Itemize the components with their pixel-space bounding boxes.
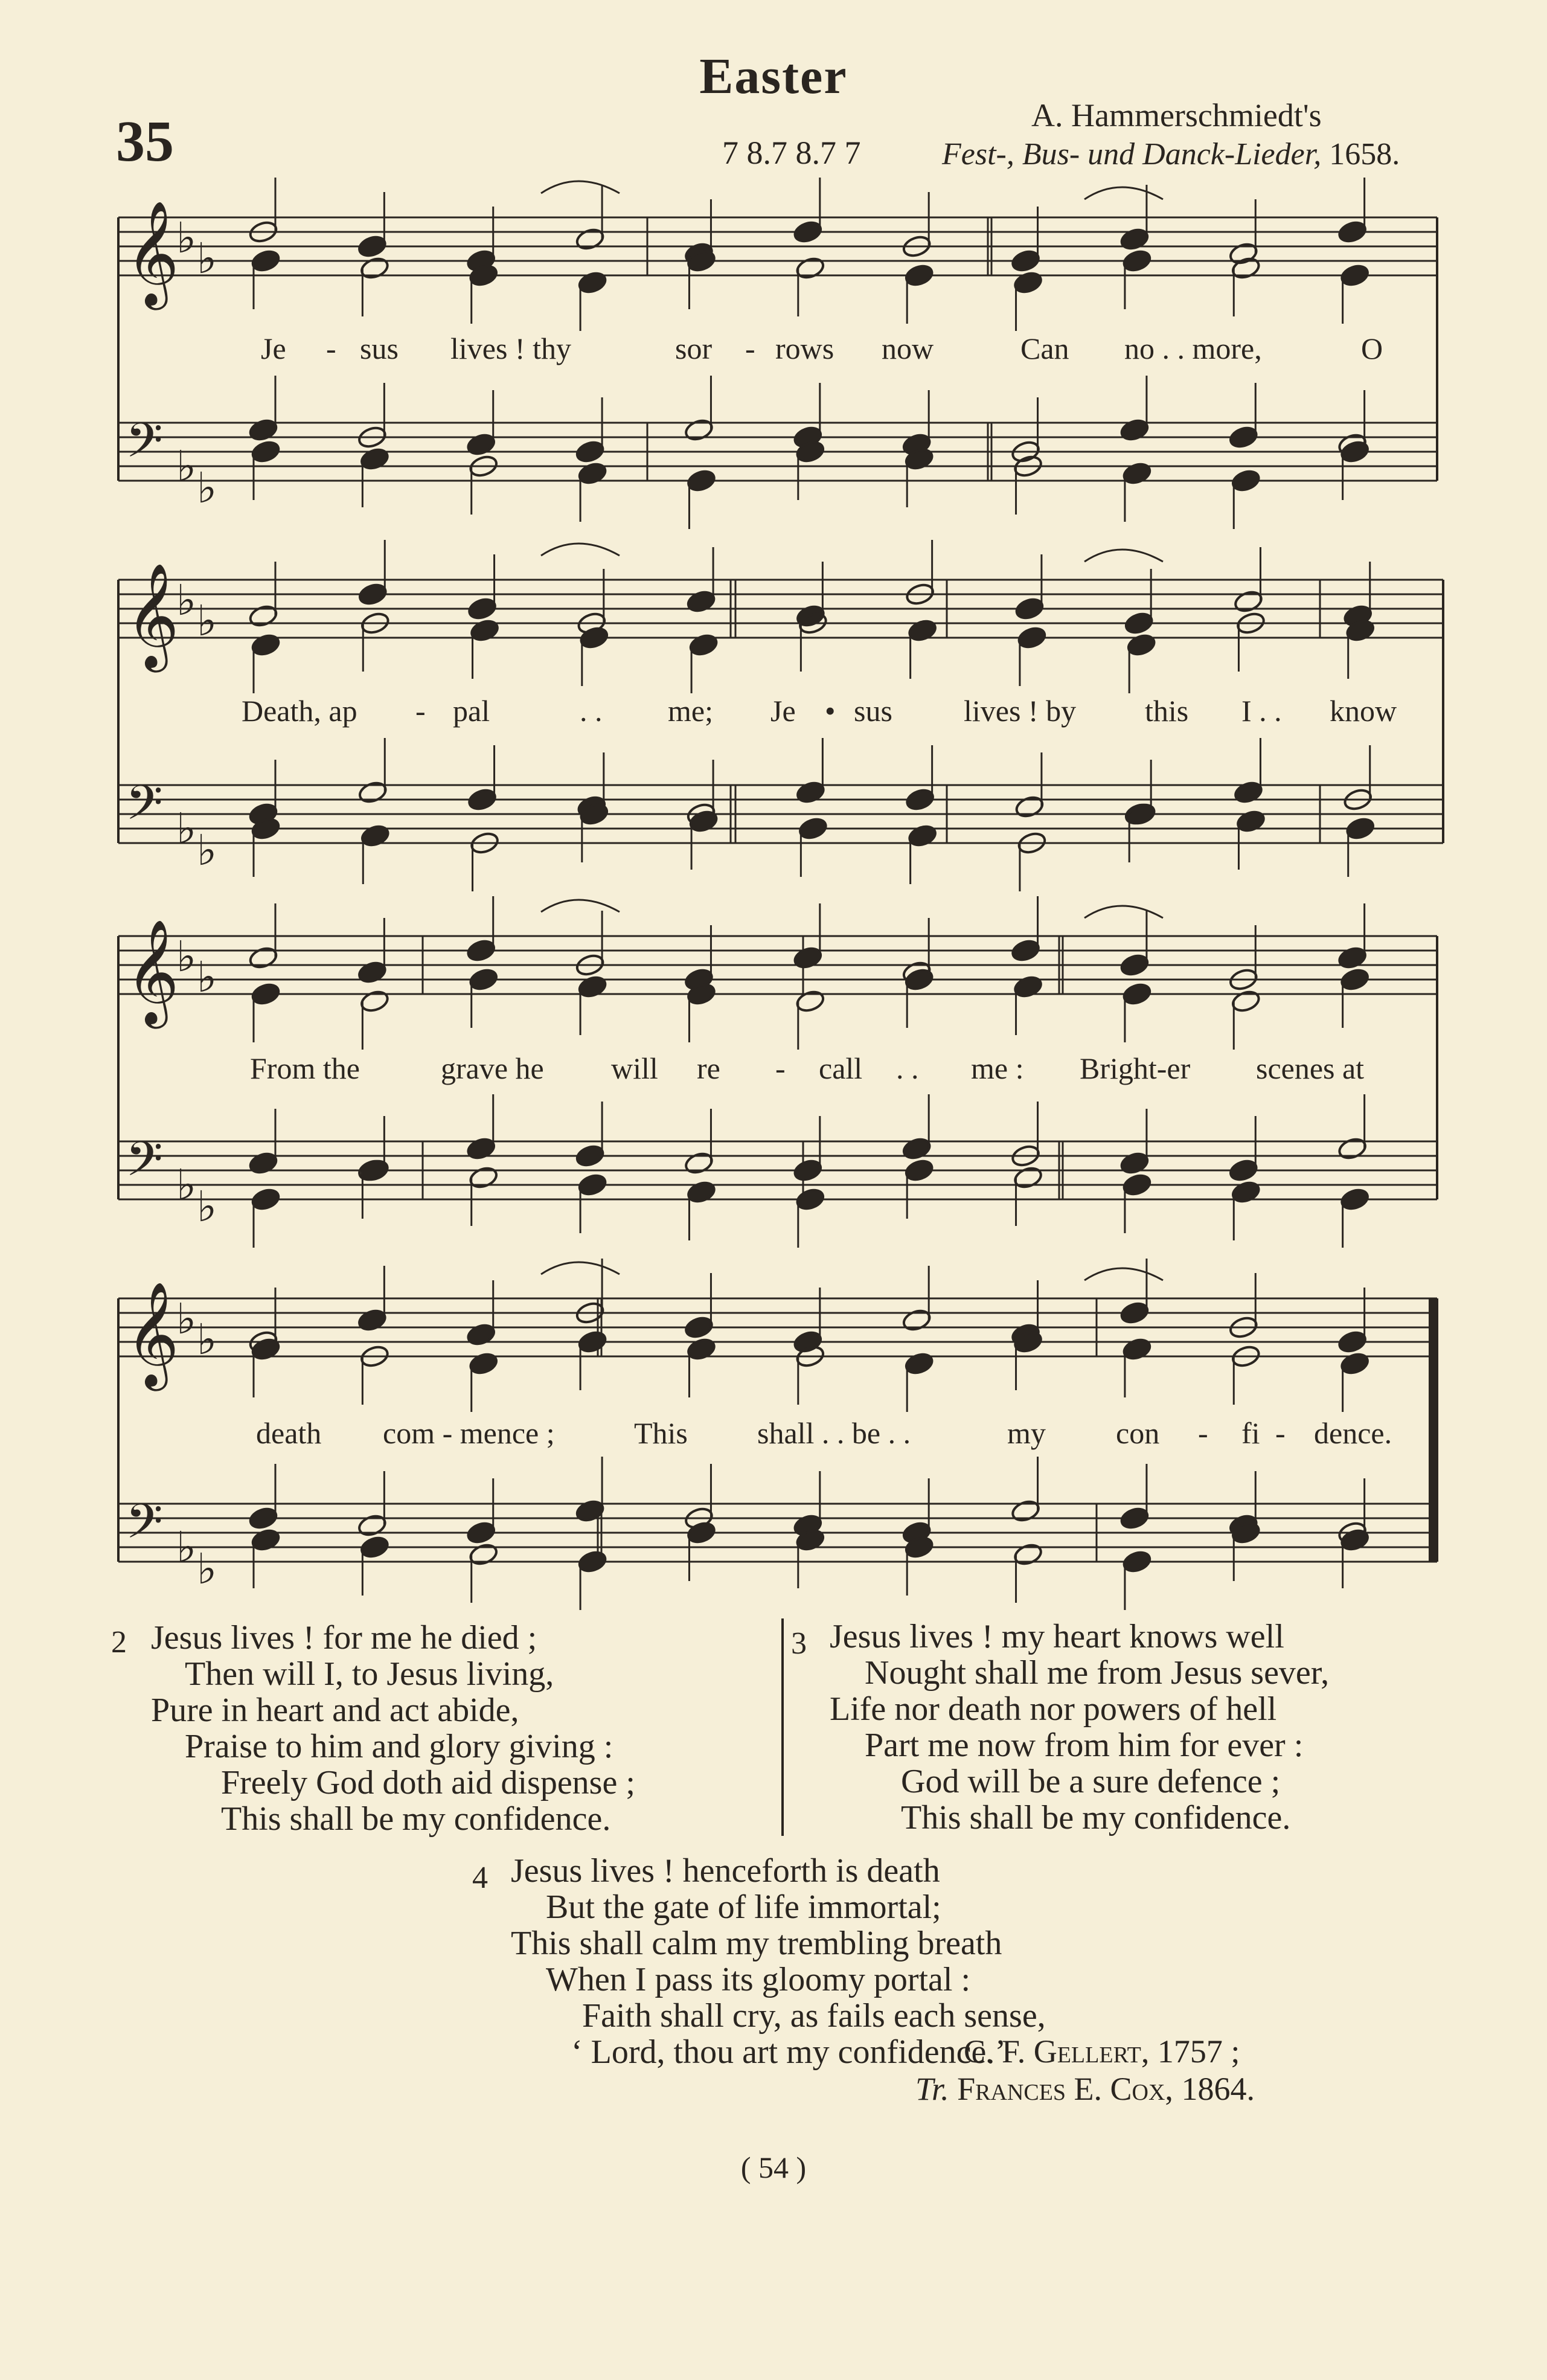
verse-line: This shall calm my trembling breath (511, 1925, 1002, 1962)
note-head (686, 1336, 717, 1361)
lyric-syllable: call (819, 1051, 863, 1085)
note-head (359, 446, 390, 471)
note-head (248, 417, 279, 442)
verse-number: 2 (111, 1625, 127, 1660)
note-head (1228, 1158, 1259, 1182)
hymn-title: Easter (699, 48, 848, 104)
note-head (902, 1136, 932, 1161)
lyric-syllable: This (634, 1416, 688, 1450)
treble-clef-icon: 𝄞 (126, 200, 179, 306)
tune-source-year: 1658. (1329, 137, 1400, 172)
page-number: ( 54 ) (740, 2151, 807, 2184)
lyric-syllable: fi (1241, 1416, 1260, 1450)
note-head (1339, 967, 1370, 992)
lyric-syllable: this (1145, 694, 1189, 728)
note-head (1339, 263, 1370, 287)
note-head (357, 234, 388, 258)
author-credit (964, 2033, 1240, 2070)
key-flat-icon: ♭ (197, 463, 217, 513)
note-head (578, 625, 609, 650)
note-head (1339, 1351, 1370, 1376)
note-head (251, 248, 281, 273)
bass-clef-icon: 𝄢 (126, 1493, 163, 1561)
note-head (1233, 589, 1264, 614)
note-head (357, 960, 388, 984)
note-head (248, 945, 279, 970)
verse-line: Life nor death nor powers of hell (830, 1690, 1277, 1728)
verse-3 (830, 1618, 1329, 1836)
note-head (577, 461, 608, 486)
note-head (251, 632, 281, 657)
key-flat-icon: ♭ (197, 1182, 217, 1231)
lyric-syllable: O (1361, 332, 1383, 365)
note-head (904, 263, 935, 287)
note-head (359, 1535, 390, 1559)
bass-clef-icon: 𝄢 (126, 412, 163, 480)
lyric-syllable: - (1198, 1416, 1208, 1450)
lyric-syllable: lives ! by (964, 694, 1077, 728)
lyric-syllable: Je (770, 694, 796, 728)
bass-clef-icon: 𝄢 (126, 775, 163, 842)
lyric-syllable: pal (453, 694, 490, 728)
note-head (577, 1329, 608, 1354)
note-head (248, 1506, 279, 1530)
note-head (907, 823, 938, 848)
note-head (1337, 1136, 1368, 1161)
note-head (686, 1179, 717, 1204)
note-head (1013, 1165, 1043, 1190)
note-head (1013, 974, 1043, 999)
verse-line: Nought shall me from Jesus sever, (865, 1654, 1330, 1692)
note-head (360, 823, 391, 848)
note-head (1235, 809, 1266, 833)
lyric-syllable: me; (668, 694, 713, 728)
slur (1084, 187, 1163, 199)
note-head (1121, 1549, 1152, 1574)
lyric-syllable: . . (580, 694, 603, 728)
note-head (686, 1520, 717, 1545)
lyric-syllable: sus (854, 694, 892, 728)
note-head (467, 787, 498, 812)
note-head (251, 1187, 281, 1211)
verse-line: Then will I, to Jesus living, (185, 1655, 554, 1693)
verse-number: 3 (791, 1626, 807, 1661)
verse-line: This shall be my confidence. (901, 1799, 1291, 1836)
note-head (1121, 248, 1152, 273)
slur (1084, 1268, 1163, 1280)
note-head (357, 780, 388, 804)
lyric-syllable: lives ! thy (450, 332, 571, 365)
note-head (466, 1136, 496, 1161)
treble-clef-icon: 𝄞 (126, 919, 179, 1024)
note-head (1231, 1179, 1261, 1204)
note-head (1119, 952, 1150, 977)
key-flat-icon: ♭ (197, 826, 217, 875)
note-head (1121, 981, 1152, 1006)
key-flat-icon: ♭ (176, 1160, 197, 1210)
note-head (466, 938, 496, 963)
note-head (467, 596, 498, 621)
note-head (468, 1351, 499, 1376)
lyric-syllable: re (697, 1051, 720, 1085)
verse-line: When I pass its gloomy portal : (546, 1961, 971, 1998)
note-head (357, 582, 388, 606)
note-head (577, 974, 608, 999)
note-head (684, 417, 714, 442)
lyric-syllable: know (1330, 694, 1397, 728)
note-head (686, 468, 717, 493)
note-head (1233, 780, 1264, 804)
lyric-syllable: - (775, 1051, 786, 1085)
key-flat-icon: ♭ (176, 576, 197, 625)
tune-source-book-title: Fest-, Bus- und Danck-Lieder, (942, 137, 1322, 172)
note-head (1010, 938, 1041, 963)
key-flat-icon: ♭ (197, 1315, 217, 1364)
note-head (1119, 1150, 1150, 1175)
note-head (468, 967, 499, 992)
note-head (1124, 611, 1155, 635)
verse-line: Jesus lives ! for me he died ; (151, 1619, 537, 1657)
note-head (905, 787, 935, 812)
translator-name: Frances E. Cox, (957, 2071, 1173, 2107)
verse-line: This shall be my confidence. (221, 1800, 611, 1838)
note-head (1121, 1336, 1152, 1361)
note-head (1013, 270, 1043, 295)
verse-line: But the gate of life immortal; (546, 1888, 941, 1926)
treble-clef-icon: 𝄞 (126, 1281, 179, 1387)
lyric-syllable: grave he (441, 1051, 544, 1085)
lyric-syllable: rows (775, 332, 834, 365)
note-head (1126, 632, 1157, 657)
note-head (577, 1549, 608, 1574)
note-head (468, 1165, 499, 1190)
note-head (1337, 1329, 1368, 1354)
note-head (1231, 989, 1261, 1013)
key-flat-icon: ♭ (176, 213, 197, 263)
lyric-syllable: • (825, 694, 836, 728)
lyric-syllable: com - mence ; (383, 1416, 555, 1450)
slur (541, 900, 620, 912)
lyric-syllable: death (256, 1416, 322, 1450)
verse-line: Jesus lives ! my heart knows well (830, 1618, 1284, 1655)
lyric-syllable: - (326, 332, 336, 365)
lyric-syllable: sor (675, 332, 713, 365)
note-head (1121, 461, 1152, 486)
tune-source-composer: A. Hammerschmiedt's (1031, 97, 1322, 133)
verse-line: Praise to him and glory giving : (185, 1728, 613, 1765)
note-head (251, 439, 281, 464)
note-head (251, 1527, 281, 1552)
note-head (902, 1307, 932, 1332)
note-head (1228, 241, 1259, 266)
lyric-syllable: no . . more, (1124, 332, 1262, 365)
slur (1084, 550, 1163, 562)
verse-line: Faith shall cry, as fails each sense, (582, 1997, 1046, 2035)
note-head (248, 1150, 279, 1175)
slur (541, 544, 620, 556)
note-head (1013, 1542, 1043, 1567)
note-head (468, 1542, 499, 1567)
translator-credit (915, 2070, 1255, 2108)
note-head (357, 1513, 388, 1538)
note-head (1119, 1506, 1150, 1530)
verse-line: Pure in heart and act abide, (151, 1692, 519, 1729)
hymn-number: 35 (116, 109, 174, 173)
note-head (792, 1158, 823, 1182)
note-head (1339, 1187, 1370, 1211)
verse-line: ‘ Lord, thou art my confidence.’ (571, 2033, 1006, 2071)
verse-line: God will be a sure defence ; (901, 1763, 1281, 1800)
translator-year: 1864. (1181, 2071, 1255, 2107)
lyric-syllable: will (611, 1051, 658, 1085)
note-head (466, 432, 496, 457)
note-head (795, 989, 825, 1013)
note-head (795, 780, 826, 804)
lyric-syllable: Je (261, 332, 286, 365)
note-head (1119, 417, 1150, 442)
treble-clef-icon: 𝄞 (126, 563, 179, 668)
note-head (1014, 794, 1045, 819)
note-head (1119, 226, 1150, 251)
note-head (575, 1143, 606, 1168)
lyric-syllable: From the (250, 1051, 360, 1085)
note-head (795, 1187, 825, 1211)
note-head (1010, 248, 1041, 273)
note-head (1337, 945, 1368, 970)
note-head (357, 1307, 388, 1332)
bass-clef-icon: 𝄢 (126, 1131, 163, 1199)
note-head (684, 1150, 714, 1175)
author-year: 1757 ; (1157, 2033, 1240, 2070)
lyric-syllable: my (1007, 1416, 1046, 1450)
note-head (688, 632, 719, 657)
lyric-syllable: sus (360, 332, 399, 365)
note-head (904, 1158, 935, 1182)
lyric-syllable: . . (896, 1051, 919, 1085)
note-head (1228, 425, 1259, 449)
lyric-syllable: Death, ap (242, 694, 357, 728)
note-head (1010, 1498, 1041, 1523)
lyric-syllable: - (1275, 1416, 1286, 1450)
key-flat-icon: ♭ (197, 952, 217, 1002)
lyric-syllable: con (1116, 1416, 1160, 1450)
verse-number: 4 (472, 1861, 488, 1895)
note-head (1119, 1300, 1150, 1325)
verse-line: Jesus lives ! henceforth is death (511, 1852, 940, 1890)
lyric-syllable: scenes at (1256, 1051, 1365, 1085)
verse-line: Part me now from him for ever : (865, 1727, 1304, 1764)
note-head (686, 589, 717, 614)
key-flat-icon: ♭ (176, 932, 197, 981)
note-head (469, 618, 500, 643)
meter: 7 8.7 8.7 7 (722, 135, 861, 171)
lyric-syllable: shall . . be . . (757, 1416, 911, 1450)
note-head (577, 270, 608, 295)
note-head (795, 255, 825, 280)
note-head (792, 945, 823, 970)
lyric-syllable: - (745, 332, 755, 365)
lyric-syllable: dence. (1314, 1416, 1392, 1450)
verse-2 (151, 1620, 635, 1837)
note-head (466, 1520, 496, 1545)
note-head (466, 1322, 496, 1347)
note-head (1231, 255, 1261, 280)
lyric-syllable: - (415, 694, 426, 728)
note-head (1337, 219, 1368, 244)
slur (1084, 906, 1163, 918)
lyric-syllable: Bright-er (1080, 1051, 1191, 1085)
verse-divider (781, 1618, 784, 1836)
note-head (359, 989, 390, 1013)
note-head (1121, 1172, 1152, 1197)
note-head (577, 1172, 608, 1197)
lyric-syllable: me : (971, 1051, 1024, 1085)
final-barline (1429, 1298, 1436, 1562)
note-head (907, 618, 938, 643)
note-head (1016, 625, 1047, 650)
slur (541, 1262, 620, 1274)
note-head (792, 1329, 823, 1354)
note-head (904, 1351, 935, 1376)
note-head (248, 603, 279, 628)
key-flat-icon: ♭ (197, 596, 217, 646)
lyric-syllable: Can (1020, 332, 1069, 365)
slur (541, 181, 620, 193)
lyric-syllable: I . . (1241, 694, 1282, 728)
note-head (684, 1315, 714, 1339)
note-head (1231, 468, 1261, 493)
key-flat-icon: ♭ (176, 804, 197, 853)
key-flat-icon: ♭ (176, 1294, 197, 1344)
translator-prefix: Tr. (915, 2071, 949, 2107)
note-head (1014, 596, 1045, 621)
verse-line: Freely God doth aid dispense ; (221, 1764, 635, 1801)
key-flat-icon: ♭ (197, 1544, 217, 1594)
note-head (575, 226, 606, 251)
author-name: C. F. Gellert, (964, 2033, 1150, 2070)
note-head (1345, 816, 1376, 841)
key-flat-icon: ♭ (176, 1522, 197, 1572)
note-head (359, 255, 390, 280)
lyric-syllable: now (882, 332, 934, 365)
key-flat-icon: ♭ (197, 234, 217, 283)
note-head (798, 816, 828, 841)
note-head (251, 981, 281, 1006)
note-head (792, 219, 823, 244)
key-flat-icon: ♭ (176, 441, 197, 491)
note-head (575, 439, 606, 464)
